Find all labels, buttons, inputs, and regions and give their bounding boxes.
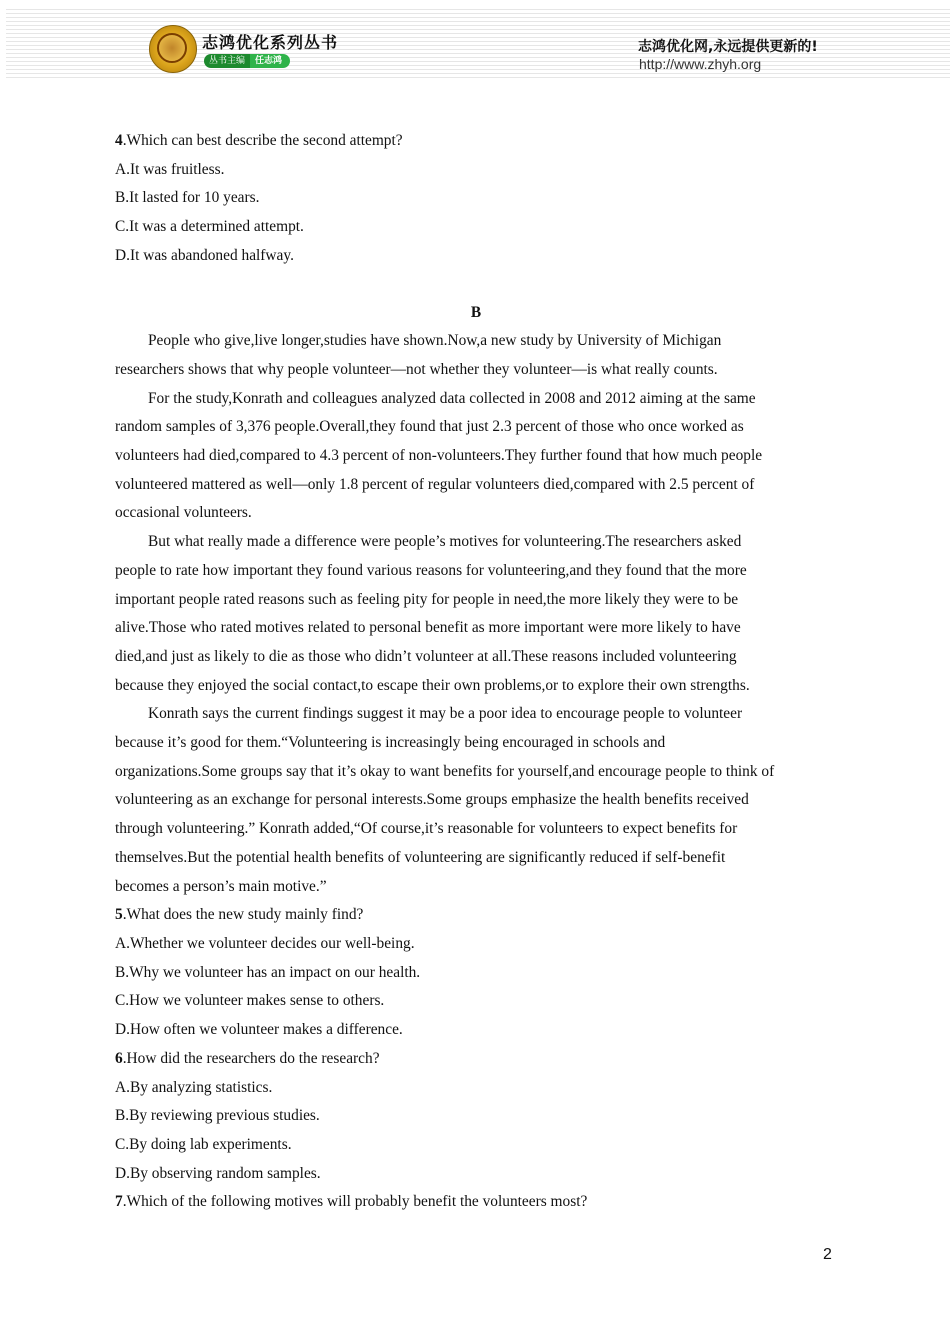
question-5-option-d: D.How often we volunteer makes a difference. — [115, 1021, 403, 1039]
editor-label: 丛书主编 — [204, 54, 250, 68]
passage-p4-line: through volunteering.” Konrath added,“Of course,it’s reasonable for volunteers to expect benefits for — [115, 820, 738, 838]
question-4-option-c: C.It was a determined attempt. — [115, 218, 304, 236]
question-6-option-b: B.By reviewing previous studies. — [115, 1107, 320, 1125]
passage-p4-line: organizations.Some groups say that it’s okay to want benefits for yourself,and encourage people to think of — [115, 762, 775, 780]
passage-p2-line: For the study,Konrath and colleagues analyzed data collected in 2008 and 2012 aiming at the same — [148, 389, 756, 407]
question-5-stem: 5.What does the new study mainly find? — [115, 906, 364, 924]
question-4-option-d: D.It was abandoned halfway. — [115, 246, 294, 264]
passage-p3-line: But what really made a difference were people’s motives for volunteering.The researchers asked — [148, 533, 742, 551]
passage-p2-line: random samples of 3,376 people.Overall,they found that just 2.3 percent of those who once worked as — [115, 418, 744, 436]
question-6-option-c: C.By doing lab experiments. — [115, 1135, 292, 1153]
question-7-stem: 7.Which of the following motives will probably benefit the volunteers most? — [115, 1193, 588, 1211]
question-4-option-b: B.It lasted for 10 years. — [115, 189, 260, 207]
editor-name: 任志鸿 — [250, 54, 290, 68]
passage-p2-line: volunteers had died,compared to 4.3 percent of non-volunteers.They further found that how much people — [115, 447, 763, 465]
question-5-option-a: A.Whether we volunteer decides our well-being. — [115, 934, 415, 952]
question-5-option-c: C.How we volunteer makes sense to others. — [115, 992, 385, 1010]
editor-badge — [204, 54, 290, 68]
passage-p3-line: because they enjoyed the social contact,to escape their own problems,or to explore their own strengths. — [115, 676, 750, 694]
question-5-option-b: B.Why we volunteer has an impact on our health. — [115, 963, 421, 981]
passage-p2-line: occasional volunteers. — [115, 504, 252, 522]
passage-p3-line: important people rated reasons such as feeling pity for people in need,the more likely they were to be — [115, 590, 739, 608]
header-url: http://www.zhyh.org — [639, 56, 762, 72]
question-4-stem: 4.Which can best describe the second attempt? — [115, 132, 403, 149]
passage-p4-line: because it’s good for them.“Volunteering is increasingly being encouraged in schools and — [115, 734, 666, 752]
passage-p3-line: alive.Those who rated motives related to personal benefit as more important were more likely to have — [115, 619, 741, 637]
question-6-option-d: D.By observing random samples. — [115, 1164, 321, 1182]
passage-p4-line: themselves.But the potential health benefits of volunteering are significantly reduced if self-benefit — [115, 848, 726, 866]
passage-p1-line: researchers shows that why people volunteer—not whether they volunteer—is what really counts. — [115, 360, 718, 378]
page-header — [6, 6, 950, 78]
passage-p1-line: People who give,live longer,studies have shown.Now,a new study by University of Michigan — [148, 332, 722, 350]
page-number: 2 — [823, 1246, 832, 1263]
header-slogan: 志鸿优化网,永远提供更新的! — [638, 39, 818, 55]
document-body — [115, 127, 837, 1217]
question-6-option-a: A.By analyzing statistics. — [115, 1078, 273, 1096]
passage-p2-line: volunteered mattered as well—only 1.8 percent of regular volunteers died,compared with 2.5 percent of — [115, 475, 755, 493]
section-heading-b: B — [470, 303, 482, 321]
passage-p4-line: becomes a person’s main motive.” — [115, 877, 327, 895]
question-4-option-a: A.It was fruitless. — [115, 160, 225, 178]
passage-p3-line: people to rate how important they found various reasons for volunteering,and they found that the more — [115, 561, 747, 579]
publisher-seal-logo — [149, 25, 197, 73]
question-6-stem: 6.How did the researchers do the research? — [115, 1049, 380, 1067]
passage-p4-line: volunteering as an exchange for personal interests.Some groups emphasize the health benefits received — [115, 791, 749, 809]
passage-p3-line: died,and just as likely to die as those who didn’t volunteer at all.These reasons included volunteering — [115, 647, 737, 665]
series-title: 志鸿优化系列丛书 — [202, 33, 339, 52]
passage-p4-line: Konrath says the current findings suggest it may be a poor idea to encourage people to volunteer — [148, 705, 743, 723]
